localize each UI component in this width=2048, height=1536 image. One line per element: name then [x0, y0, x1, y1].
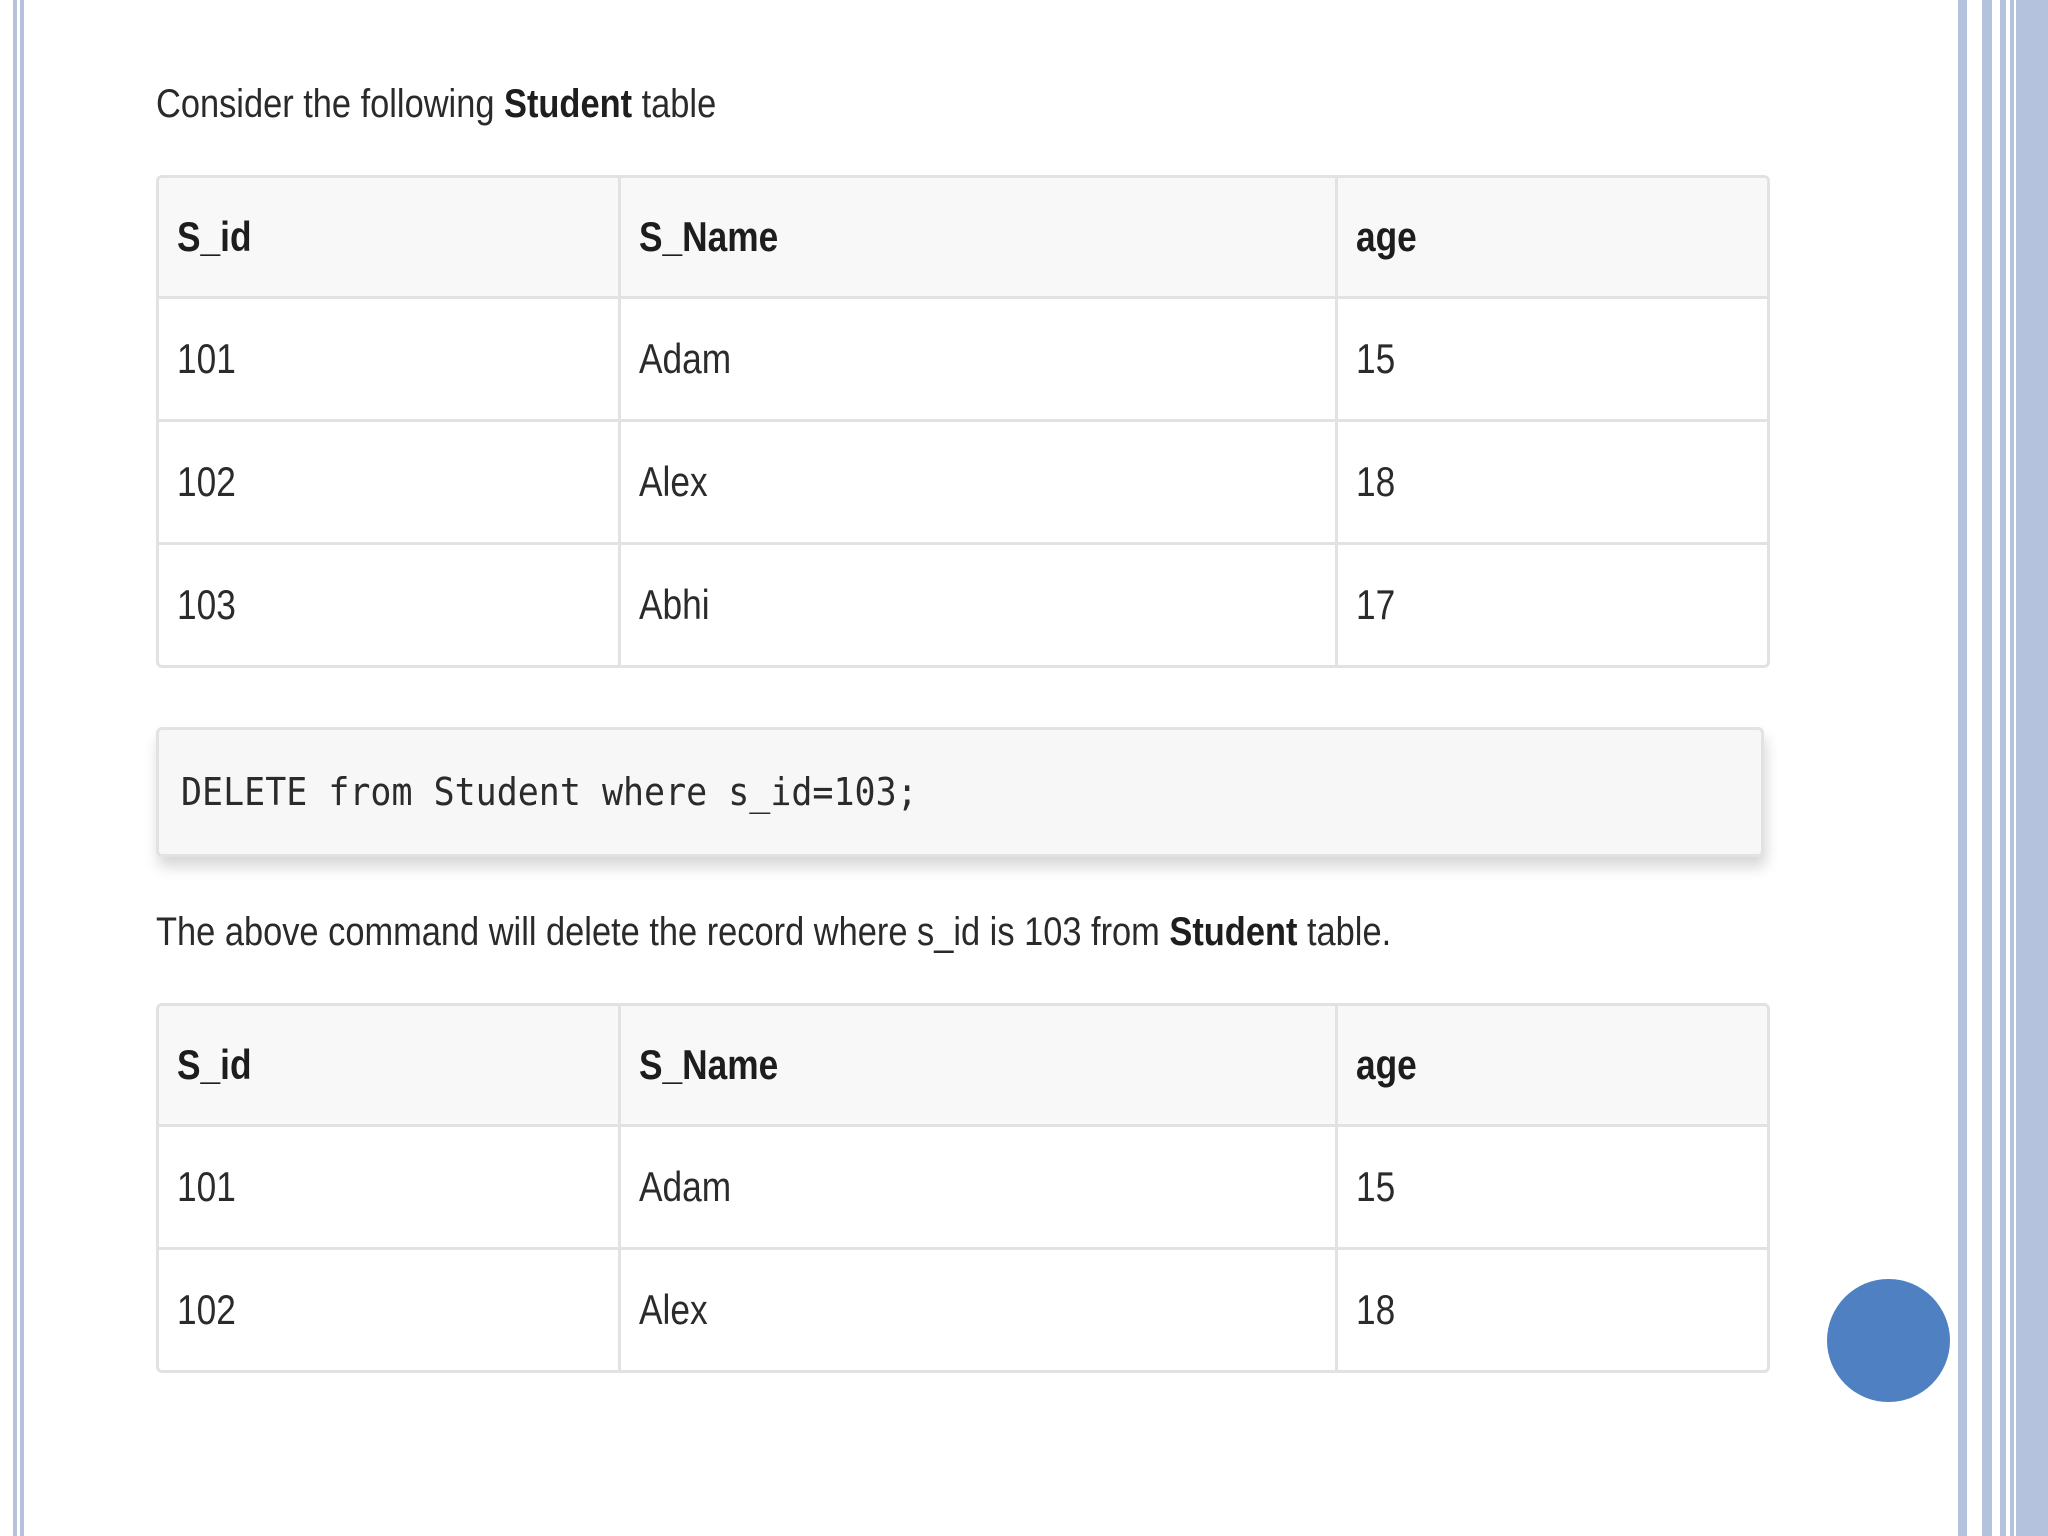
- sql-code-text: DELETE from Student where s_id=103;: [181, 770, 918, 814]
- table-row: [159, 419, 1767, 542]
- cell-age: 15: [1356, 1163, 1396, 1210]
- cell-s-id: 102: [159, 422, 621, 542]
- frame-line-right-2: [1982, 0, 1992, 1536]
- cell-s-id: 101: [159, 1127, 621, 1247]
- cell-s-name: Alex: [621, 422, 1338, 542]
- frame-gap: [1994, 0, 1998, 1536]
- header-s-name: S_Name: [621, 178, 1338, 296]
- cell-age: 18: [1356, 458, 1396, 505]
- cell-s-name: Abhi: [621, 545, 1338, 665]
- table-row: [159, 542, 1767, 665]
- frame-line-right-3: [2000, 0, 2006, 1536]
- frame-band-right: [2016, 0, 2048, 1536]
- frame-line-right-4: [2010, 0, 2014, 1536]
- intro-text: [156, 76, 716, 132]
- explanation-suffix: table.: [1297, 910, 1392, 954]
- table-header-row: [159, 178, 1767, 296]
- cell-s-name: Adam: [621, 299, 1338, 419]
- header-s-id: S_id: [159, 1006, 621, 1124]
- table-row: [159, 1247, 1767, 1370]
- cell-s-id: 103: [159, 545, 621, 665]
- intro-table-name: Student: [504, 82, 633, 126]
- frame-line-right: [1958, 0, 1967, 1536]
- cell-s-name: Adam: [621, 1127, 1338, 1247]
- explanation-table-name: Student: [1169, 910, 1298, 954]
- header-s-id: S_id: [159, 178, 621, 296]
- student-table-after: [156, 1003, 1770, 1373]
- cell-s-id: 101: [159, 299, 621, 419]
- cell-age: 17: [1356, 581, 1396, 628]
- explanation-text: [156, 904, 1391, 960]
- header-s-name: S_Name: [621, 1006, 1338, 1124]
- intro-suffix: table: [632, 82, 717, 126]
- header-age: age: [1356, 1041, 1417, 1088]
- frame-line-left-inner: [20, 0, 24, 1536]
- cell-s-name: Alex: [621, 1250, 1338, 1370]
- cell-age: 18: [1356, 1286, 1396, 1333]
- decorative-circle: [1827, 1279, 1950, 1402]
- table-row: [159, 1124, 1767, 1247]
- header-age: age: [1356, 213, 1417, 260]
- cell-s-id: 102: [159, 1250, 621, 1370]
- table-header-row: [159, 1006, 1767, 1124]
- sql-code-block: [156, 727, 1764, 857]
- intro-prefix: Consider the following: [156, 82, 505, 126]
- table-row: [159, 296, 1767, 419]
- cell-age: 15: [1356, 335, 1396, 382]
- student-table-before: [156, 175, 1770, 668]
- frame-line-left: [13, 0, 17, 1536]
- explanation-prefix: The above command will delete the record where s_id is 103 from: [156, 910, 1170, 954]
